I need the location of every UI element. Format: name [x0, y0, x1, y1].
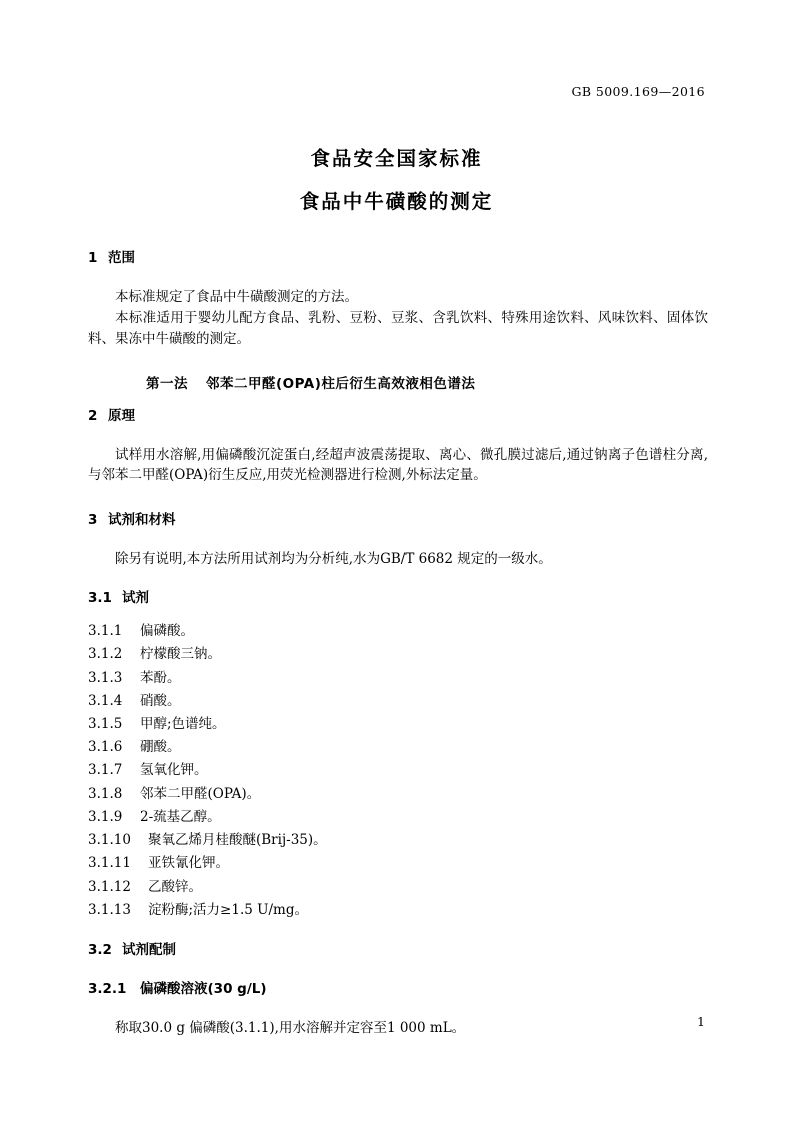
item-label: 亚铁氰化钾。 [148, 855, 229, 872]
document-body [88, 248, 708, 1039]
item-label: 聚氧乙烯月桂酸醚(Brij-35)。 [148, 832, 327, 849]
subsection-title-reagent-preparation: 试剂配制 [122, 941, 176, 958]
item-number: 3.1.8 [88, 785, 123, 802]
list-item [88, 690, 708, 713]
subsubsection-heading-metaphosphoric-solution [88, 979, 708, 1000]
item-number: 3.1.13 [88, 901, 131, 918]
list-item [88, 829, 708, 852]
subsection-heading-reagent-preparation [88, 940, 708, 961]
standard-code-header: GB 5009.169—2016 [571, 84, 705, 99]
subsection-title-reagents-list: 试剂 [122, 590, 149, 607]
reagents-paragraph-1: 除另有说明,本方法所用试剂均为分析纯,水为GB/T 6682 规定的一级水。 [115, 551, 552, 568]
method-one-label: 第一法 [146, 375, 188, 392]
item-label: 硼酸。 [140, 739, 181, 756]
section-number-reagents: 3 [88, 512, 98, 529]
item-label: 乙酸锌。 [148, 878, 202, 895]
section-heading-principle [88, 406, 708, 427]
item-label: 氢氧化钾。 [140, 762, 208, 779]
item-number: 3.1.5 [88, 716, 123, 733]
item-number: 3.1.4 [88, 692, 123, 709]
list-item [88, 736, 708, 759]
subsubsection-number: 3.2.1 [88, 980, 127, 997]
list-item [88, 783, 708, 806]
list-item [88, 713, 708, 736]
item-label: 淀粉酶;活力≥1.5 U/mg。 [148, 901, 308, 918]
item-number: 3.1.3 [88, 669, 123, 686]
method-one-name: 邻苯二甲醛(OPA)柱后衍生高效液相色谱法 [206, 375, 476, 392]
document-title-line2: 食品中牛磺酸的测定 [299, 190, 494, 213]
section-title-reagents: 试剂和材料 [108, 512, 176, 529]
subsubsection-title: 偏磷酸溶液(30 g/L) [140, 980, 267, 997]
list-item [88, 667, 708, 690]
section-number-principle: 2 [88, 407, 98, 424]
section-title-scope: 范围 [108, 250, 135, 266]
scope-paragraph-1: 本标准规定了食品中牛磺酸测定的方法。 [115, 288, 358, 305]
item-label: 柠檬酸三钠。 [140, 646, 221, 663]
list-item [88, 899, 708, 922]
section-heading-reagents [88, 510, 708, 531]
metaphosphoric-solution-paragraph: 称取30.0 g 偏磷酸(3.1.1),用水溶解并定容至1 000 mL。 [115, 1019, 466, 1036]
principle-paragraph-1: 试样用水溶解,用偏磷酸沉淀蛋白,经超声波震荡提取、离心、微孔膜过滤后,通过钠离子色谱柱分离,与邻苯二甲醛(OPA)衍生反应,用荧光检测器进行检测,外标法定量。 [88, 446, 708, 484]
method-one-heading [88, 374, 708, 395]
list-item [88, 806, 708, 829]
item-number: 3.1.12 [88, 878, 131, 895]
list-item [88, 643, 708, 666]
item-number: 3.1.7 [88, 762, 123, 779]
item-label: 硝酸。 [140, 692, 181, 709]
list-item [88, 759, 708, 782]
subsection-number-reagent-preparation: 3.2 [88, 941, 112, 958]
list-item [88, 620, 708, 643]
section-heading-scope [88, 248, 708, 269]
subsection-heading-reagents-list [88, 588, 708, 609]
section-number-scope: 1 [88, 250, 98, 266]
item-label: 苯酚。 [140, 669, 181, 686]
subsection-number-reagents-list: 3.1 [88, 590, 112, 607]
document-title-line1: 食品安全国家标准 [310, 147, 483, 170]
list-item [88, 876, 708, 899]
item-label: 甲醇;色谱纯。 [140, 716, 226, 733]
item-label: 偏磷酸。 [140, 623, 194, 640]
section-title-principle: 原理 [108, 407, 135, 424]
item-number: 3.1.2 [88, 646, 123, 663]
page-number: 1 [697, 1014, 705, 1029]
item-label: 2-巯基乙醇。 [140, 808, 221, 825]
item-label: 邻苯二甲醛(OPA)。 [140, 785, 261, 802]
item-number: 3.1.6 [88, 739, 123, 756]
scope-paragraph-2: 本标准适用于婴幼儿配方食品、乳粉、豆粉、豆浆、含乳饮料、特殊用途饮料、风味饮料、固体饮料、果冻中牛磺酸的测定。 [88, 309, 708, 347]
item-number: 3.1.10 [88, 832, 131, 849]
item-number: 3.1.9 [88, 808, 123, 825]
item-number: 3.1.11 [88, 855, 131, 872]
item-number: 3.1.1 [88, 623, 123, 640]
list-item [88, 852, 708, 875]
